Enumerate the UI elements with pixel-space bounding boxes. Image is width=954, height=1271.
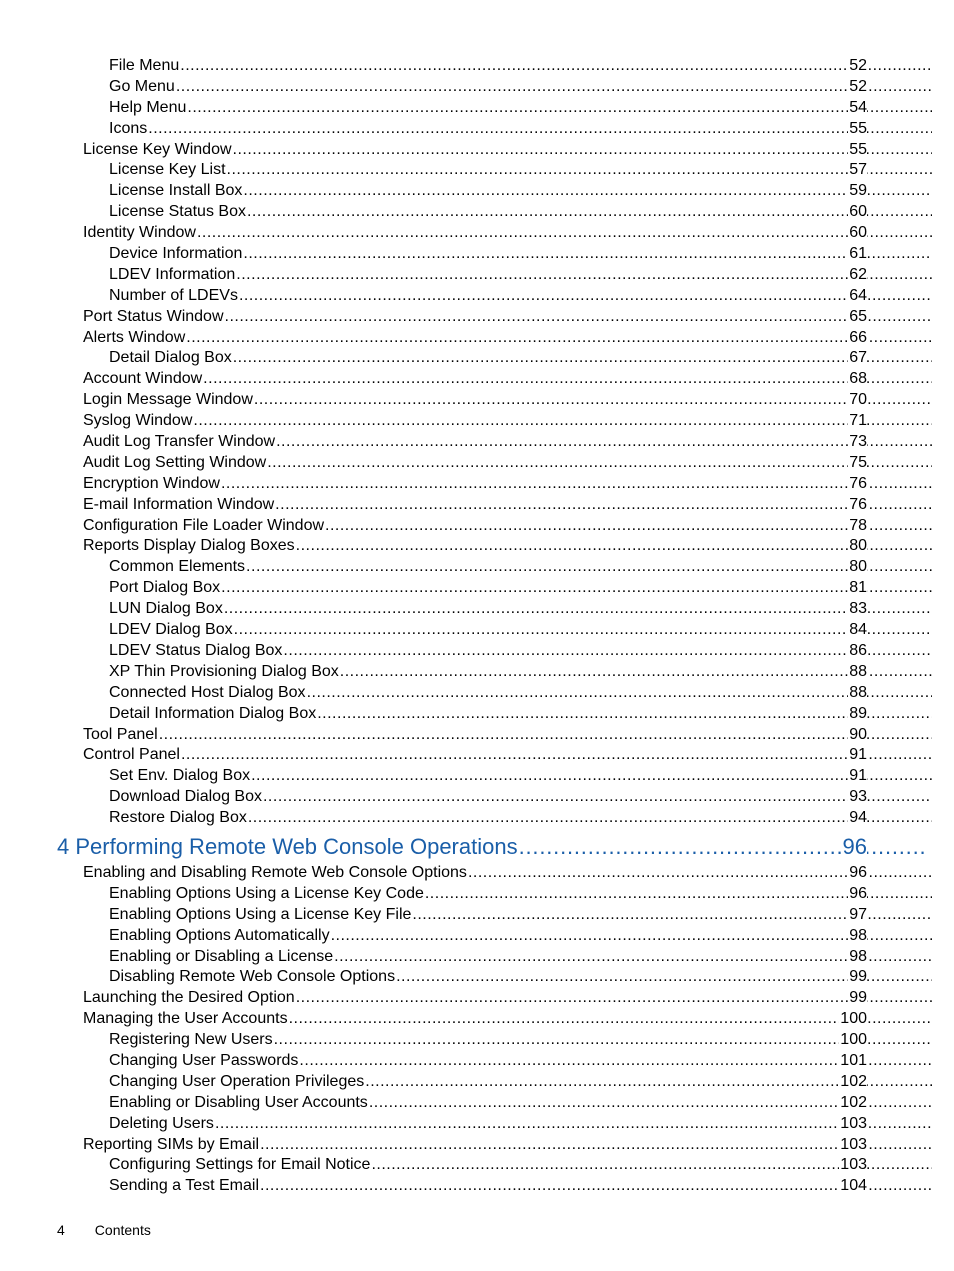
toc-page-number: 73 <box>848 432 867 453</box>
toc-page-number: 67 <box>848 348 867 369</box>
dot-leader <box>296 988 932 1009</box>
toc-entry-title: Launching the Desired Option <box>83 989 295 1007</box>
toc-page-number: 52 <box>848 77 867 98</box>
toc-entry-link[interactable] <box>0 244 954 265</box>
toc-entry-title: Help Menu <box>109 98 187 116</box>
toc-entry-link[interactable] <box>0 926 954 947</box>
toc-page-number: 57 <box>848 160 867 181</box>
page-footer <box>57 1222 151 1238</box>
toc-entry-title: Tool Panel <box>83 725 158 743</box>
toc-entry-title: Set Env. Dialog Box <box>109 767 251 785</box>
toc-page-number: 88 <box>848 683 867 704</box>
toc-entry-link[interactable] <box>0 557 954 578</box>
toc-entry-title: LUN Dialog Box <box>109 600 223 618</box>
toc-entry-title: Enabling Options Automatically <box>109 926 330 944</box>
dot-leader <box>274 1030 932 1051</box>
toc-entry-link[interactable] <box>0 1114 954 1135</box>
page-number: 4 <box>57 1222 65 1238</box>
dot-leader <box>283 641 932 662</box>
toc-page-number: 60 <box>848 223 867 244</box>
dot-leader <box>276 432 932 453</box>
toc-page-number: 88 <box>848 662 867 683</box>
toc-entry-title: Number of LDEVs <box>109 286 238 304</box>
toc-entry-link[interactable] <box>0 725 954 746</box>
dot-leader <box>243 181 932 202</box>
toc-page-number: 102 <box>839 1093 867 1114</box>
toc-entry-link[interactable] <box>0 140 954 161</box>
toc-entry-link[interactable] <box>0 863 954 884</box>
table-of-contents <box>0 56 954 1197</box>
dot-leader <box>307 683 932 704</box>
toc-entry-title: Detail Information Dialog Box <box>109 704 317 722</box>
toc-entry-link[interactable] <box>0 641 954 662</box>
dot-leader <box>263 787 932 808</box>
dot-leader <box>239 286 932 307</box>
toc-page-number: 89 <box>848 704 867 725</box>
dot-leader <box>236 265 932 286</box>
toc-entry-link[interactable] <box>0 967 954 988</box>
dot-leader <box>331 926 932 947</box>
toc-entry-link[interactable] <box>0 160 954 181</box>
dot-leader <box>193 411 932 432</box>
toc-entry-link[interactable] <box>0 704 954 725</box>
toc-entry-title: Alerts Window <box>83 328 186 346</box>
toc-entry-title: XP Thin Provisioning Dialog Box <box>109 662 339 680</box>
toc-entry-title: Reports Display Dialog Boxes <box>83 537 295 555</box>
toc-entry-title: License Key List <box>109 161 226 179</box>
toc-entry-title: Identity Window <box>83 224 196 242</box>
toc-entry-title: Port Status Window <box>83 307 224 325</box>
toc-page-number: 93 <box>848 787 867 808</box>
toc-page-number: 65 <box>848 307 867 328</box>
dot-leader <box>248 808 932 829</box>
toc-entry-link[interactable] <box>0 453 954 474</box>
dot-leader <box>299 1051 932 1072</box>
toc-entry-title: Control Panel <box>83 746 180 764</box>
dot-leader <box>267 453 932 474</box>
toc-entry-link[interactable] <box>0 98 954 119</box>
dot-leader <box>260 1135 932 1156</box>
toc-entry-link[interactable] <box>0 348 954 369</box>
dot-leader <box>227 160 932 181</box>
dot-leader <box>181 745 932 766</box>
toc-entry-link[interactable] <box>0 745 954 766</box>
toc-entry-title: Restore Dialog Box <box>109 809 247 827</box>
footer-section-label: Contents <box>94 1222 151 1238</box>
toc-entry-title: Enabling Options Using a License Key Code <box>109 884 424 902</box>
dot-leader <box>325 516 932 537</box>
dot-leader <box>246 557 932 578</box>
toc-entry-link[interactable] <box>0 307 954 328</box>
toc-entry-link[interactable] <box>0 390 954 411</box>
toc-entry-title: Download Dialog Box <box>109 788 262 806</box>
toc-page-number: 100 <box>839 1009 867 1030</box>
toc-entry-link[interactable] <box>0 808 954 829</box>
toc-page-number: 103 <box>839 1155 867 1176</box>
toc-entry-link[interactable] <box>0 286 954 307</box>
toc-entry-title: Audit Log Setting Window <box>83 453 267 471</box>
dot-leader <box>251 766 932 787</box>
toc-entry-title: LDEV Dialog Box <box>109 621 233 639</box>
dot-leader <box>225 307 933 328</box>
toc-page-number: 70 <box>848 390 867 411</box>
toc-page-number: 75 <box>848 453 867 474</box>
dot-leader <box>317 704 932 725</box>
toc-page-number: 60 <box>848 202 867 223</box>
toc-page-number: 91 <box>848 766 867 787</box>
toc-entry-link[interactable] <box>0 328 954 349</box>
toc-entry-link[interactable] <box>0 884 954 905</box>
toc-entry-link[interactable] <box>0 947 954 968</box>
toc-page-number: 64 <box>848 286 867 307</box>
dot-leader <box>234 620 932 641</box>
toc-entry-link[interactable] <box>0 495 954 516</box>
toc-entry-title: Configuring Settings for Email Notice <box>109 1156 371 1174</box>
toc-entry-link[interactable] <box>0 683 954 704</box>
toc-page-number: 96 <box>842 831 867 863</box>
toc-entry-title: Port Dialog Box <box>109 579 221 597</box>
toc-page-number: 59 <box>848 181 867 202</box>
toc-entry-link[interactable] <box>0 1155 954 1176</box>
toc-entry-title: Go Menu <box>109 77 175 95</box>
toc-entry-link[interactable] <box>0 536 954 557</box>
toc-entry-link[interactable] <box>0 411 954 432</box>
dot-leader <box>159 725 932 746</box>
toc-entry-title: Encryption Window <box>83 474 220 492</box>
toc-entry-link[interactable] <box>0 77 954 98</box>
toc-page-number: 94 <box>848 808 867 829</box>
toc-entry-title: Sending a Test Email <box>109 1177 260 1195</box>
toc-entry-link[interactable] <box>0 223 954 244</box>
toc-entry-title: Device Information <box>109 245 243 263</box>
toc-page-number: 86 <box>848 641 867 662</box>
dot-leader <box>221 578 932 599</box>
toc-page-number: 76 <box>848 474 867 495</box>
dot-leader <box>176 77 932 98</box>
toc-page-number: 81 <box>848 578 867 599</box>
toc-page-number: 83 <box>848 599 867 620</box>
toc-page-number: 90 <box>848 725 867 746</box>
toc-page-number: 98 <box>848 926 867 947</box>
toc-entry-title: Syslog Window <box>83 412 193 430</box>
toc-page-number: 96 <box>848 884 867 905</box>
toc-entry-link[interactable] <box>0 905 954 926</box>
toc-entry-title: Enabling and Disabling Remote Web Console Options <box>83 863 467 881</box>
toc-page-number: 96 <box>848 863 867 884</box>
toc-entry-title: Disabling Remote Web Console Options <box>109 968 396 986</box>
toc-entry-link[interactable] <box>0 787 954 808</box>
toc-page-number: 99 <box>848 988 867 1009</box>
toc-entry-link[interactable] <box>0 1051 954 1072</box>
toc-page-number: 101 <box>839 1051 867 1072</box>
dot-leader <box>260 1176 932 1197</box>
dot-leader <box>243 244 932 265</box>
toc-entry-link[interactable] <box>0 56 954 77</box>
dot-leader <box>247 202 932 223</box>
toc-entry-title: Enabling or Disabling User Accounts <box>109 1093 368 1111</box>
toc-entry-link[interactable] <box>0 119 954 140</box>
toc-entry-link[interactable] <box>0 599 954 620</box>
toc-entry-title: Managing the User Accounts <box>83 1010 288 1028</box>
toc-page-number: 80 <box>848 557 867 578</box>
toc-entry-title: Reporting SIMs by Email <box>83 1135 260 1153</box>
toc-entry-link[interactable] <box>0 181 954 202</box>
toc-entry-link[interactable] <box>0 1176 954 1197</box>
toc-entry-link[interactable] <box>0 432 954 453</box>
toc-entry-title: License Status Box <box>109 203 246 221</box>
toc-entry-title: E-mail Information Window <box>83 495 275 513</box>
dot-leader <box>233 140 932 161</box>
dot-leader <box>148 119 932 140</box>
toc-page-number: 99 <box>848 967 867 988</box>
dot-leader <box>340 662 932 683</box>
toc-entry-title: License Install Box <box>109 182 243 200</box>
toc-entry-link[interactable] <box>0 265 954 286</box>
toc-page-number: 54 <box>848 98 867 119</box>
toc-page-number: 78 <box>848 516 867 537</box>
toc-page-number: 61 <box>848 244 867 265</box>
toc-page-number: 98 <box>848 947 867 968</box>
toc-page-number: 100 <box>839 1030 867 1051</box>
dot-leader <box>254 390 932 411</box>
toc-page-number: 55 <box>848 140 867 161</box>
toc-entry-title: Changing User Operation Privileges <box>109 1072 365 1090</box>
toc-chapter-link[interactable] <box>0 831 954 863</box>
toc-entry-link[interactable] <box>0 202 954 223</box>
toc-entry-link[interactable] <box>0 620 954 641</box>
toc-entry-link[interactable] <box>0 1135 954 1156</box>
dot-leader <box>186 328 932 349</box>
toc-entry-title: License Key Window <box>83 140 232 158</box>
toc-entry-title: Icons <box>109 119 148 137</box>
toc-entry-title: LDEV Status Dialog Box <box>109 641 283 659</box>
toc-entry-title: File Menu <box>109 57 180 74</box>
toc-entry-title: Audit Log Transfer Window <box>83 433 276 451</box>
toc-entry-link[interactable] <box>0 988 954 1009</box>
dot-leader <box>289 1009 932 1030</box>
dot-leader <box>215 1114 932 1135</box>
dot-leader <box>233 348 932 369</box>
toc-page-number: 102 <box>839 1072 867 1093</box>
dot-leader <box>296 536 932 557</box>
dot-leader <box>180 56 932 77</box>
toc-entry-link[interactable] <box>0 662 954 683</box>
dot-leader <box>275 495 932 516</box>
toc-entry-title: Detail Dialog Box <box>109 349 232 367</box>
toc-entry-title: Deleting Users <box>109 1114 214 1132</box>
toc-entry-title: Changing User Passwords <box>109 1051 299 1069</box>
toc-entry-link[interactable] <box>0 1030 954 1051</box>
toc-page-number: 80 <box>848 536 867 557</box>
toc-entry-title: Enabling or Disabling a License <box>109 947 334 965</box>
dot-leader <box>197 223 932 244</box>
toc-entry-title: LDEV Information <box>109 265 236 283</box>
toc-entry-title: 4 Performing Remote Web Console Operations <box>57 833 518 859</box>
toc-page-number: 76 <box>848 495 867 516</box>
dot-leader <box>334 947 932 968</box>
toc-page-number: 55 <box>848 119 867 140</box>
toc-page-number: 103 <box>839 1135 867 1156</box>
toc-entry-title: Account Window <box>83 370 203 388</box>
dot-leader <box>221 474 932 495</box>
toc-entry-title: Connected Host Dialog Box <box>109 683 306 701</box>
toc-entry-link[interactable] <box>0 1093 954 1114</box>
toc-entry-link[interactable] <box>0 474 954 495</box>
dot-leader <box>203 369 932 390</box>
toc-page-number: 66 <box>848 328 867 349</box>
toc-entry-title: Registering New Users <box>109 1031 273 1049</box>
toc-page-number: 91 <box>848 745 867 766</box>
toc-page-number: 52 <box>848 56 867 77</box>
toc-entry-title: Configuration File Loader Window <box>83 516 325 534</box>
toc-entry-link[interactable] <box>0 766 954 787</box>
toc-entry-link[interactable] <box>0 369 954 390</box>
toc-page-number: 68 <box>848 369 867 390</box>
toc-page-number: 97 <box>848 905 867 926</box>
toc-page-number: 71 <box>848 411 867 432</box>
dot-leader <box>224 599 932 620</box>
dot-leader <box>187 98 932 119</box>
toc-entry-title: Login Message Window <box>83 391 253 409</box>
toc-entry-link[interactable] <box>0 1072 954 1093</box>
toc-page-number: 103 <box>839 1114 867 1135</box>
toc-entry-link[interactable] <box>0 1009 954 1030</box>
toc-entry-title: Enabling Options Using a License Key File <box>109 905 412 923</box>
toc-entry-title: Common Elements <box>109 558 246 576</box>
toc-page-number: 84 <box>848 620 867 641</box>
toc-entry-link[interactable] <box>0 578 954 599</box>
toc-page-number: 104 <box>839 1176 867 1197</box>
toc-page-number: 62 <box>848 265 867 286</box>
toc-entry-link[interactable] <box>0 516 954 537</box>
